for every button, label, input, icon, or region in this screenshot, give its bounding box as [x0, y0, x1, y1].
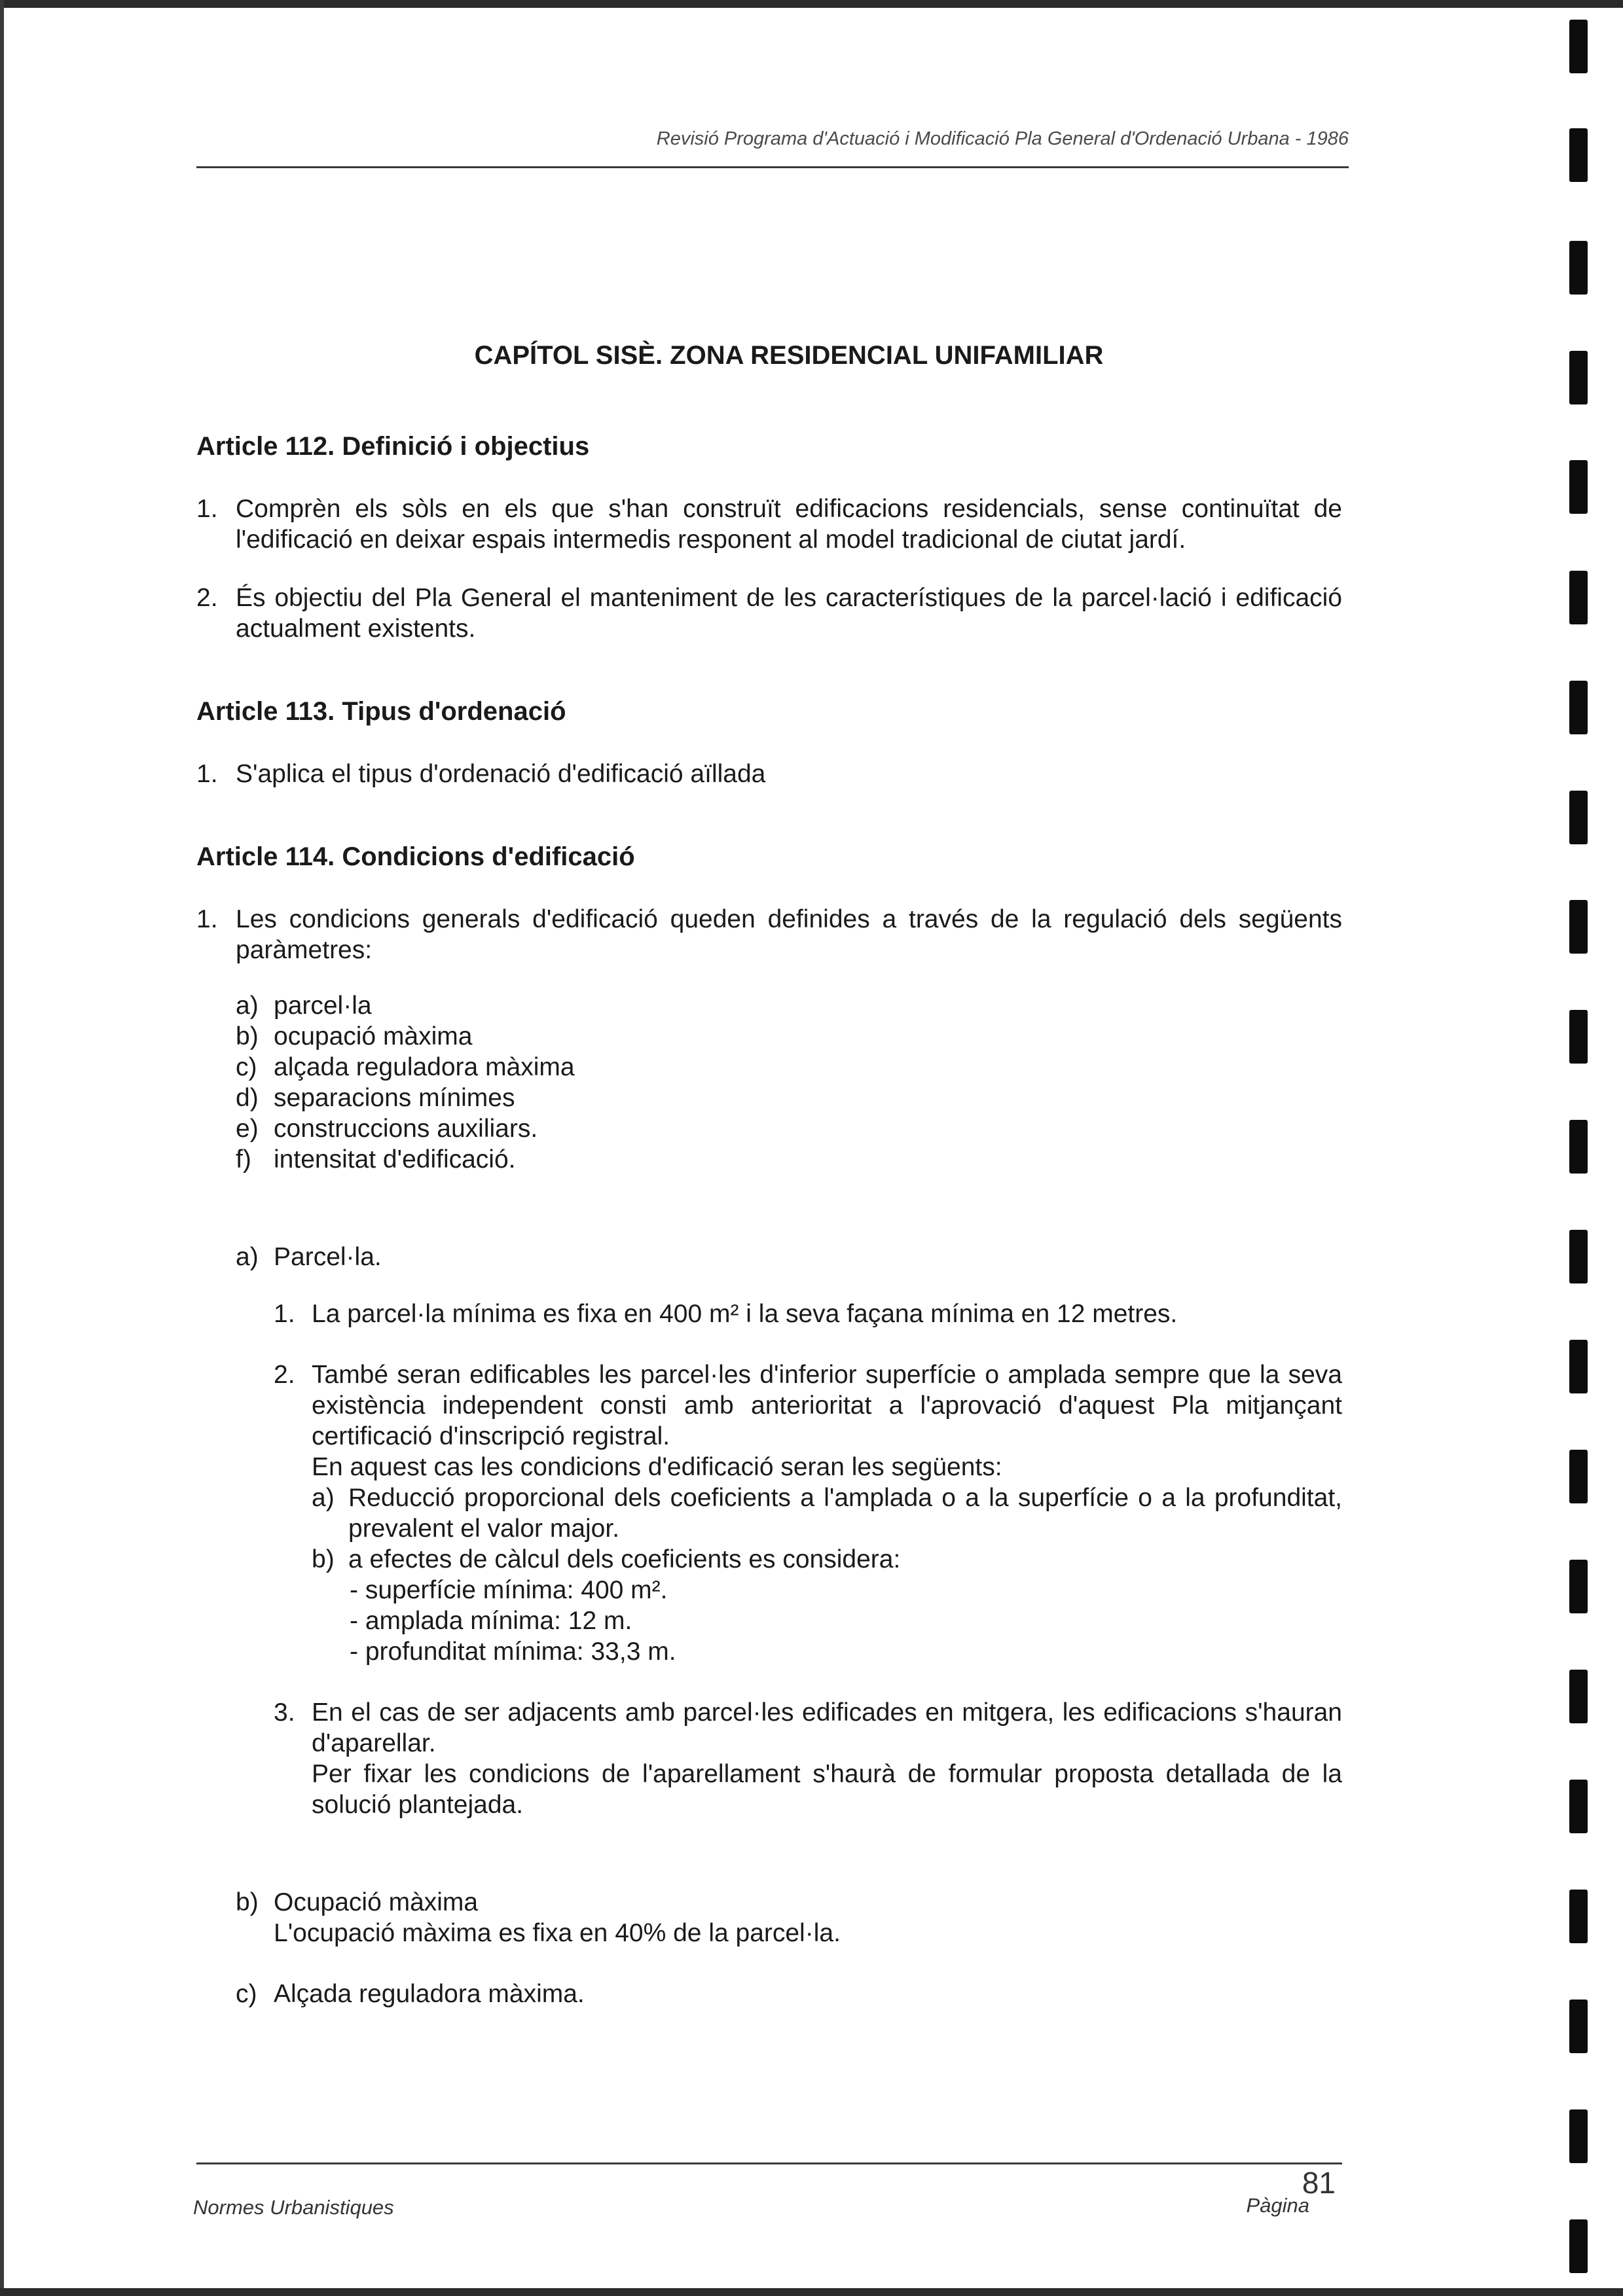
section-label: c) [236, 1980, 257, 2008]
list-item [236, 1144, 1342, 1175]
sub-item-a [312, 1482, 1342, 1544]
item-text-continued: Per fixar les condicions de l'aparellament s'haurà de formular proposta detallada de la solució plantejada. [312, 1760, 1342, 1819]
scan-frame-top [0, 0, 1623, 8]
list-item [236, 1113, 1342, 1144]
list-item [236, 990, 1342, 1021]
section-heading [236, 1242, 1342, 1272]
binding-punch-hole [1569, 1120, 1588, 1174]
item-number: 2. [274, 1361, 295, 1389]
section-a-item-2 [274, 1359, 1342, 1667]
footer-document-name: Normes Urbanistiques [193, 2196, 394, 2219]
paragraph-text: Comprèn els sòls en els que s'han construït edificacions residencials, sense continuïtat de l'edificació en deixar espais intermedis responent al model tradicional de ciutat jardí. [236, 495, 1342, 554]
scan-frame-left [0, 0, 4, 2296]
section-a-parcel [236, 1242, 1342, 1272]
article-112-paragraph-1 [196, 493, 1342, 555]
section-title: Ocupació màxima [274, 1888, 479, 1916]
list-label: f) [236, 1145, 251, 1174]
section-label: a) [236, 1243, 259, 1271]
list-label: e) [236, 1115, 259, 1143]
paragraph-text: S'aplica el tipus d'ordenació d'edificació aïllada [236, 760, 766, 788]
paragraph-number: 1. [196, 905, 218, 933]
dash-item: - amplada mínima: 12 m. [350, 1607, 632, 1635]
sub-item-text: Reducció proporcional dels coeficients a l'amplada o a la superfície o a la profunditat, prevalent el valor major. [348, 1484, 1342, 1543]
footer-page-label: Pàgina [1246, 2194, 1309, 2217]
document-body [196, 340, 1342, 2009]
parameter-list [236, 990, 1342, 1175]
scan-frame-bottom [0, 2288, 1623, 2296]
binding-punch-hole [1569, 128, 1588, 182]
section-a-items [274, 1299, 1342, 1820]
sub-item-text: a efectes de càlcul dels coeficients es considera: [348, 1545, 901, 1573]
list-item [236, 1083, 1342, 1113]
paragraph-number: 1. [196, 760, 218, 788]
binding-punch-hole [1569, 900, 1588, 954]
article-112-paragraph-2 [196, 583, 1342, 644]
paragraph-number: 1. [196, 495, 218, 523]
item-number: 3. [274, 1698, 295, 1727]
item-text: En el cas de ser adjacents amb parcel·les edificades en mitgera, les edificacions s'hauran d'aparellar. [312, 1698, 1342, 1757]
section-c-height [236, 1979, 1342, 2009]
list-item [236, 1052, 1342, 1083]
binding-punch-hole [1569, 460, 1588, 514]
item-text: També seran edificables les parcel·les d'inferior superfície o amplada sempre que la seva existència independent consti amb anterioritat a l'aprovació d'aquest Pla mitjançant certificació d'inscripció registral. [312, 1361, 1342, 1450]
dash-list [350, 1575, 1342, 1667]
binding-punch-hole [1569, 351, 1588, 404]
binding-punch-hole [1569, 1010, 1588, 1064]
article-112-heading: Article 112. Definició i objectius [196, 432, 590, 461]
binding-punch-hole [1569, 1890, 1588, 1943]
list-text: alçada reguladora màxima [274, 1053, 575, 1081]
dash-item: - superfície mínima: 400 m². [350, 1576, 668, 1604]
sub-item-label: b) [312, 1545, 335, 1573]
article-113-paragraph-1 [196, 759, 1342, 789]
binding-punch-hole [1569, 2219, 1588, 2273]
list-text: intensitat d'edificació. [274, 1145, 516, 1174]
list-label: c) [236, 1053, 257, 1081]
binding-punch-hole [1569, 681, 1588, 734]
item-number: 1. [274, 1300, 295, 1328]
section-b-occupation [236, 1887, 1342, 1948]
running-header: Revisió Programa d'Actuació i Modificació Pla General d'Ordenació Urbana - 1986 [656, 128, 1349, 149]
list-text: construccions auxiliars. [274, 1115, 538, 1143]
section-a-item-1 [274, 1299, 1342, 1329]
item-text-continued: En aquest cas les condicions d'edificació seran les següents: [312, 1453, 1002, 1481]
binding-punch-hole [1569, 1780, 1588, 1833]
list-item [236, 1021, 1342, 1052]
section-label: b) [236, 1888, 259, 1916]
section-a-item-3 [274, 1697, 1342, 1820]
binding-punch-hole [1569, 241, 1588, 295]
dash-item: - profunditat mínima: 33,3 m. [350, 1638, 676, 1666]
list-label: d) [236, 1084, 259, 1112]
footer-rule [196, 2162, 1342, 2164]
sub-item-label: a) [312, 1484, 335, 1512]
binding-punch-hole [1569, 1560, 1588, 1613]
section-heading [236, 1887, 1342, 1918]
binding-punch-hole [1569, 2109, 1588, 2163]
list-text: parcel·la [274, 992, 372, 1020]
binding-punch-hole [1569, 1230, 1588, 1283]
section-text: L'ocupació màxima es fixa en 40% de la parcel·la. [274, 1919, 841, 1947]
article-113-heading: Article 113. Tipus d'ordenació [196, 697, 566, 726]
header-rule [196, 166, 1349, 168]
binding-punch-hole [1569, 1450, 1588, 1503]
article-114-heading: Article 114. Condicions d'edificació [196, 842, 635, 871]
binding-punch-hole [1569, 571, 1588, 624]
chapter-title: CAPÍTOL SISÈ. ZONA RESIDENCIAL UNIFAMILIAR [474, 341, 1104, 370]
sub-item-b [312, 1544, 1342, 1575]
article-114-paragraph-1 [196, 904, 1342, 965]
page-number: 81 [1302, 2166, 1336, 2200]
section-title: Parcel·la. [274, 1243, 382, 1271]
paragraph-text: És objectiu del Pla General el manteniment de les característiques de la parcel·lació i edificació actualment existents. [236, 584, 1342, 643]
item-text: La parcel·la mínima es fixa en 400 m² i la seva façana mínima en 12 metres. [312, 1300, 1178, 1328]
section-title: Alçada reguladora màxima. [274, 1980, 585, 2008]
list-label: a) [236, 992, 259, 1020]
binding-punch-hole [1569, 1340, 1588, 1393]
list-text: separacions mínimes [274, 1084, 515, 1112]
list-label: b) [236, 1022, 259, 1050]
list-text: ocupació màxima [274, 1022, 473, 1050]
binding-punch-hole [1569, 2000, 1588, 2053]
binding-punch-hole [1569, 791, 1588, 844]
binding-punch-hole [1569, 1670, 1588, 1723]
binding-punch-hole [1569, 20, 1588, 73]
paragraph-text: Les condicions generals d'edificació queden definides a través de la regulació dels següents paràmetres: [236, 905, 1342, 964]
section-heading [236, 1979, 1342, 2009]
paragraph-number: 2. [196, 584, 218, 612]
